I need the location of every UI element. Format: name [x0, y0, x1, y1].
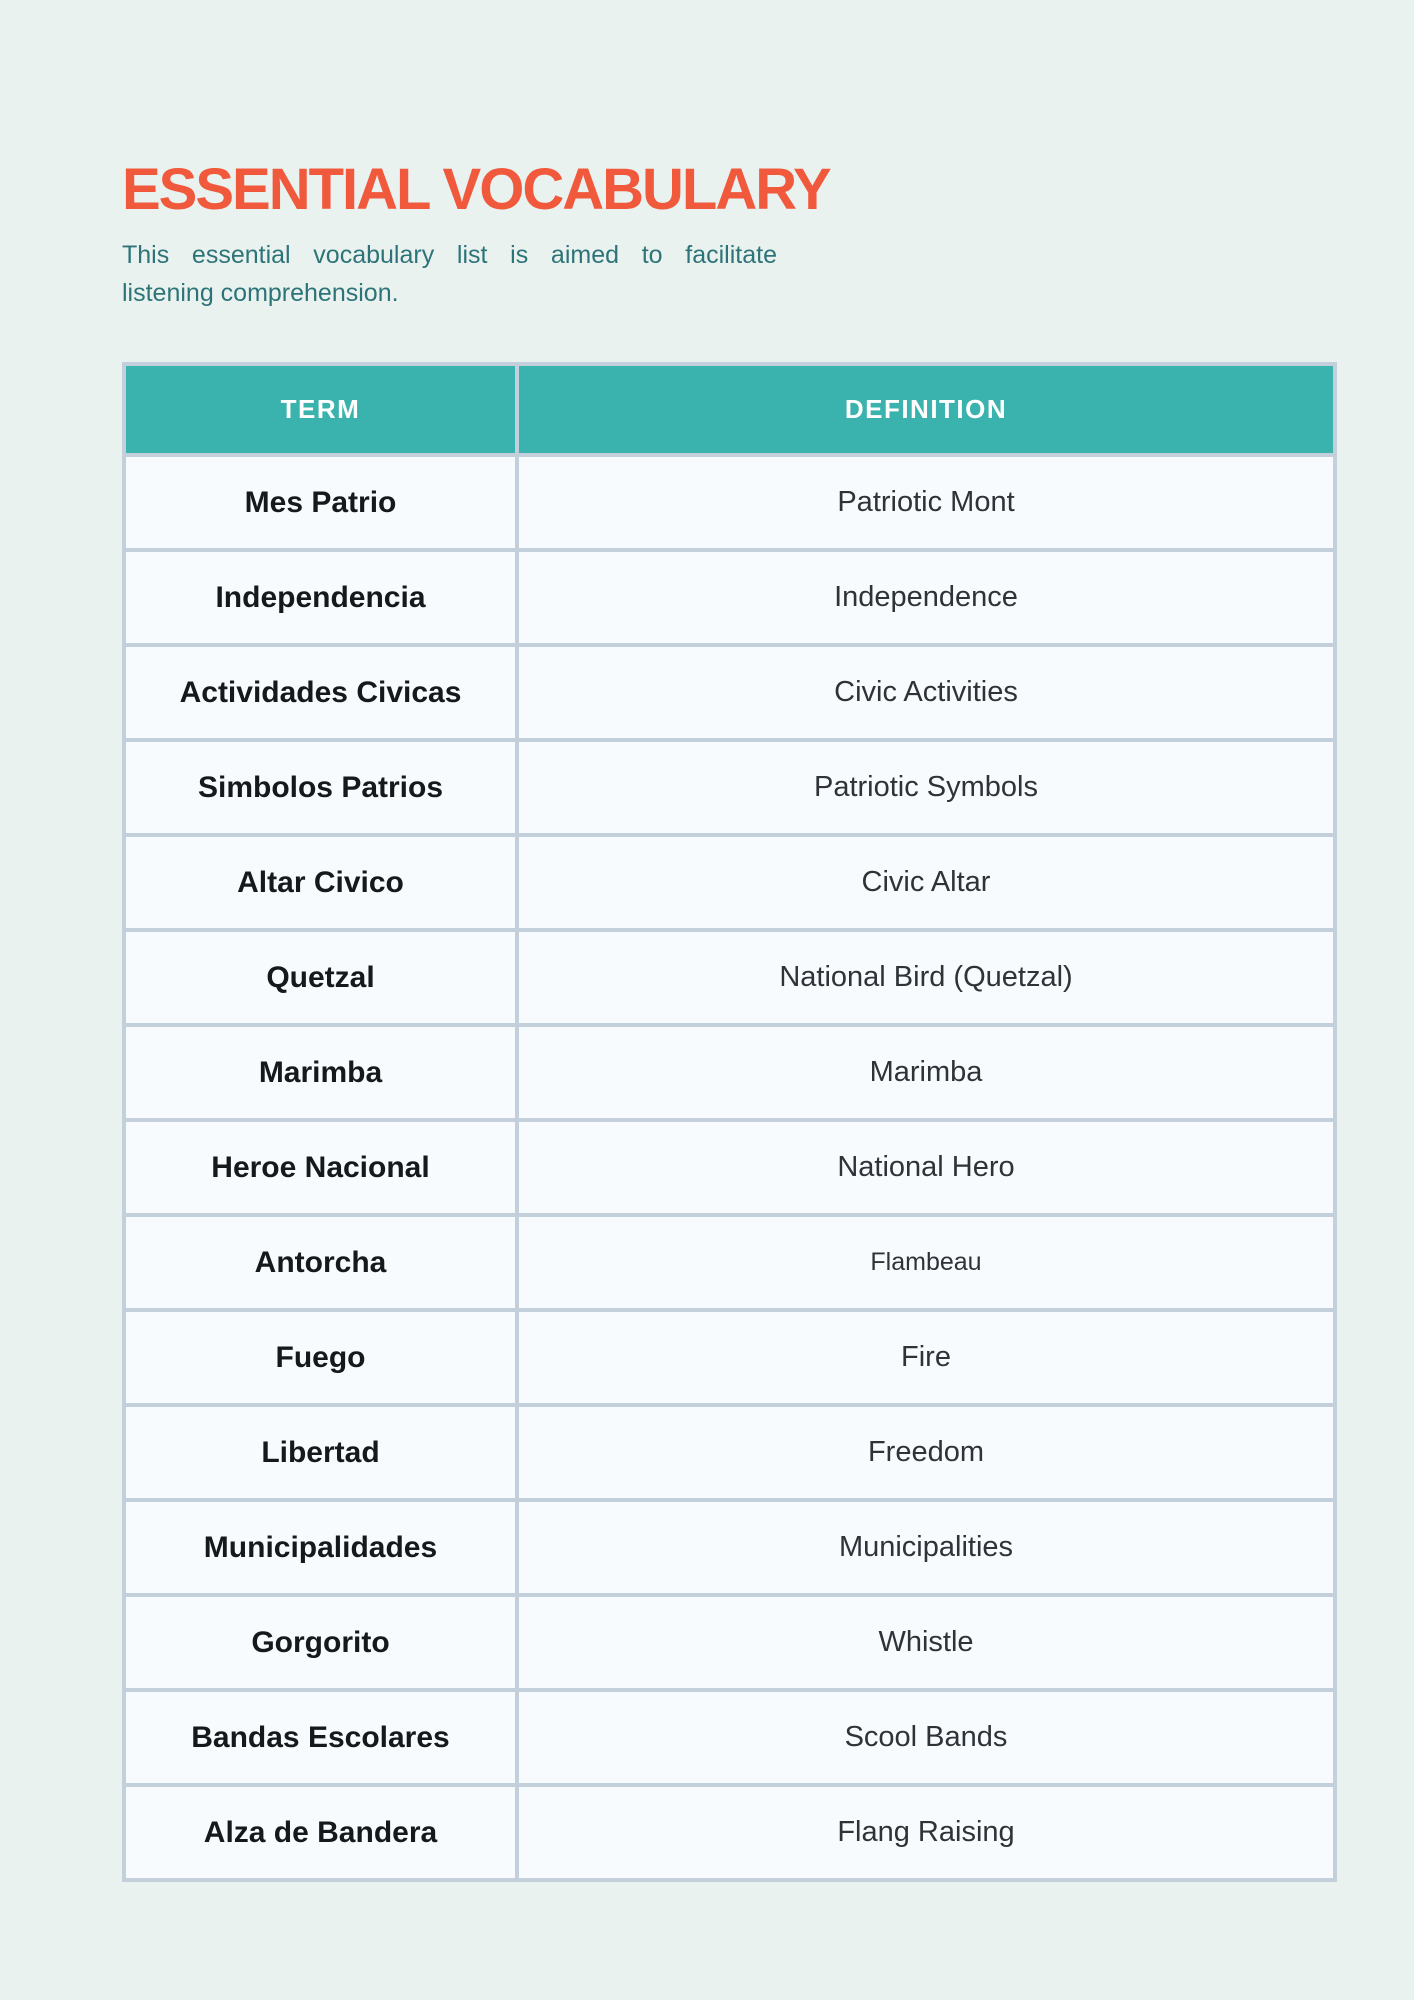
- term-cell: Antorcha: [124, 1215, 517, 1310]
- definition-cell: Civic Activities: [517, 645, 1335, 740]
- subtitle-line-1: This essential vocabulary list is aimed to facilitate: [122, 241, 777, 269]
- table-row: [124, 1215, 1335, 1310]
- definition-cell: Whistle: [517, 1595, 1335, 1690]
- column-header-definition: DEFINITION: [517, 364, 1335, 455]
- term-cell: Independencia: [124, 550, 517, 645]
- definition-cell: National Hero: [517, 1120, 1335, 1215]
- table-row: [124, 550, 1335, 645]
- table-row: [124, 1310, 1335, 1405]
- definition-cell: National Bird (Quetzal): [517, 930, 1335, 1025]
- definition-cell: Freedom: [517, 1405, 1335, 1500]
- table-header-row: [124, 364, 1335, 455]
- term-cell: Gorgorito: [124, 1595, 517, 1690]
- definition-cell: Scool Bands: [517, 1690, 1335, 1785]
- term-cell: Marimba: [124, 1025, 517, 1120]
- term-cell: Bandas Escolares: [124, 1690, 517, 1785]
- definition-cell: Civic Altar: [517, 835, 1335, 930]
- document-page: [122, 0, 1337, 1882]
- page-title: ESSENTIAL VOCABULARY: [122, 157, 830, 222]
- table-row: [124, 930, 1335, 1025]
- table-row: [124, 1785, 1335, 1880]
- definition-cell: Flang Raising: [517, 1785, 1335, 1880]
- term-cell: Simbolos Patrios: [124, 740, 517, 835]
- term-cell: Fuego: [124, 1310, 517, 1405]
- table-row: [124, 1120, 1335, 1215]
- table-row: [124, 1500, 1335, 1595]
- term-cell: Quetzal: [124, 930, 517, 1025]
- term-cell: Altar Civico: [124, 835, 517, 930]
- vocabulary-table: [122, 362, 1337, 1882]
- term-cell: Mes Patrio: [124, 455, 517, 550]
- page-subtitle: [122, 236, 777, 312]
- definition-cell: Flambeau: [517, 1215, 1335, 1310]
- term-cell: Alza de Bandera: [124, 1785, 517, 1880]
- table-row: [124, 645, 1335, 740]
- definition-cell: Marimba: [517, 1025, 1335, 1120]
- term-cell: Municipalidades: [124, 1500, 517, 1595]
- table-row: [124, 835, 1335, 930]
- definition-cell: Patriotic Mont: [517, 455, 1335, 550]
- table-row: [124, 1025, 1335, 1120]
- term-cell: Heroe Nacional: [124, 1120, 517, 1215]
- table-row: [124, 1595, 1335, 1690]
- term-cell: Libertad: [124, 1405, 517, 1500]
- table-row: [124, 1405, 1335, 1500]
- definition-cell: Fire: [517, 1310, 1335, 1405]
- table-row: [124, 455, 1335, 550]
- table-row: [124, 740, 1335, 835]
- subtitle-line-2: listening comprehension.: [122, 279, 399, 307]
- term-cell: Actividades Civicas: [124, 645, 517, 740]
- table-row: [124, 1690, 1335, 1785]
- column-header-term: TERM: [124, 364, 517, 455]
- definition-cell: Municipalities: [517, 1500, 1335, 1595]
- definition-cell: Patriotic Symbols: [517, 740, 1335, 835]
- definition-cell: Independence: [517, 550, 1335, 645]
